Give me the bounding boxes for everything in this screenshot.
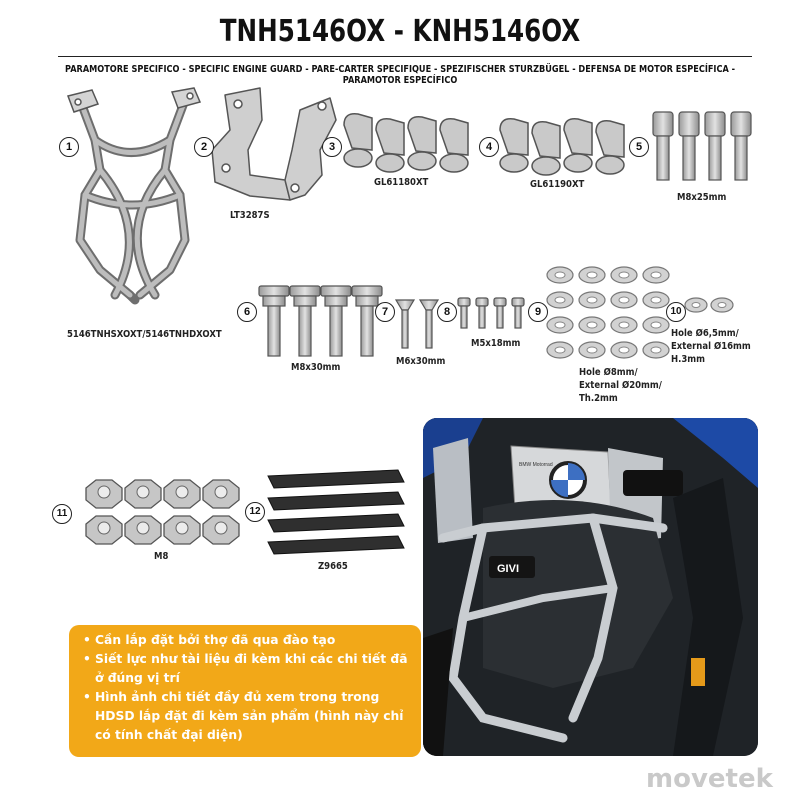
- part-label-7: M6x30mm: [396, 356, 446, 367]
- part-number-7: 7: [375, 302, 395, 322]
- part-number-5: 5: [629, 137, 649, 157]
- bolts-m6x30-drawing: [396, 300, 438, 348]
- page-title: TNH5146OX - KNH5146OX: [219, 14, 581, 49]
- part-label-3: GL61180XT: [374, 177, 429, 188]
- part-number-12: 12: [245, 502, 265, 522]
- product-photo: [423, 418, 758, 756]
- adhesive-strips-drawing: [268, 470, 404, 554]
- installation-notes: [69, 625, 421, 757]
- part-number-2: 2: [194, 137, 214, 157]
- part-label-9: Hole Ø8mm/ External Ø20mm/ Th.2mm: [579, 367, 662, 404]
- notes-list: [69, 625, 421, 745]
- motorcycle-photo-illustration: [423, 418, 758, 756]
- note-item: • Hình ảnh chi tiết đầy đủ xem trong trong HDSD lắp đặt đi kèm sản phẩm (hình này chỉ có tính chất đại diện): [95, 688, 413, 745]
- part-number-1: 1: [59, 137, 79, 157]
- bolts-m8x30-drawing: [259, 286, 382, 356]
- part-label-10: Hole Ø6,5mm/ External Ø16mm H.3mm: [671, 328, 751, 365]
- part-label-5: M8x25mm: [677, 192, 727, 203]
- part-number-4: 4: [479, 137, 499, 157]
- bolts-m8x25-drawing: [653, 112, 751, 180]
- part-label-2: LT3287S: [230, 210, 270, 221]
- part-number-8: 8: [437, 302, 457, 322]
- brand-watermark: movetek: [646, 764, 773, 794]
- part-label-4: GL61190XT: [530, 179, 585, 190]
- part-number-10: 10: [666, 302, 686, 322]
- part-number-11: 11: [52, 504, 72, 524]
- part-label-6: M8x30mm: [291, 362, 341, 373]
- clamp-set-4-drawing: [500, 119, 624, 175]
- part-number-6: 6: [237, 302, 257, 322]
- note-item: • Cần lắp đặt bởi thợ đã qua đào tạo: [95, 631, 413, 650]
- note-item: • Siết lực như tài liệu đi kèm khi các chi tiết đã ở đúng vị trí: [95, 650, 413, 688]
- photo-badge-text: GIVI: [497, 563, 520, 575]
- part-number-3: 3: [322, 137, 342, 157]
- clamp-set-3-drawing: [344, 114, 468, 172]
- part-label-11: M8: [154, 551, 169, 562]
- bolts-m5x18-drawing: [458, 298, 524, 328]
- part-label-12: Z9665: [318, 561, 348, 572]
- washers-9-drawing: [547, 267, 669, 358]
- part-number-9: 9: [528, 302, 548, 322]
- part-label-8: M5x18mm: [471, 338, 521, 349]
- page-subtitle: PARAMOTORE SPECIFICO - SPECIFIC ENGINE GUARD - PARE-CARTER SPECIFIQUE - SPEZIFISCHER STURZBÜGEL - DEFENSA DE MOTOR ESPECÍFICA - PARAMOTOR ESPECÍFICO: [64, 64, 736, 86]
- part-label-1: 5146TNHSXOXT/5146TNHDXOXT: [67, 329, 222, 340]
- photo-plate-text: BMW Motorrad: [519, 462, 553, 468]
- bracket-drawing: [212, 88, 336, 200]
